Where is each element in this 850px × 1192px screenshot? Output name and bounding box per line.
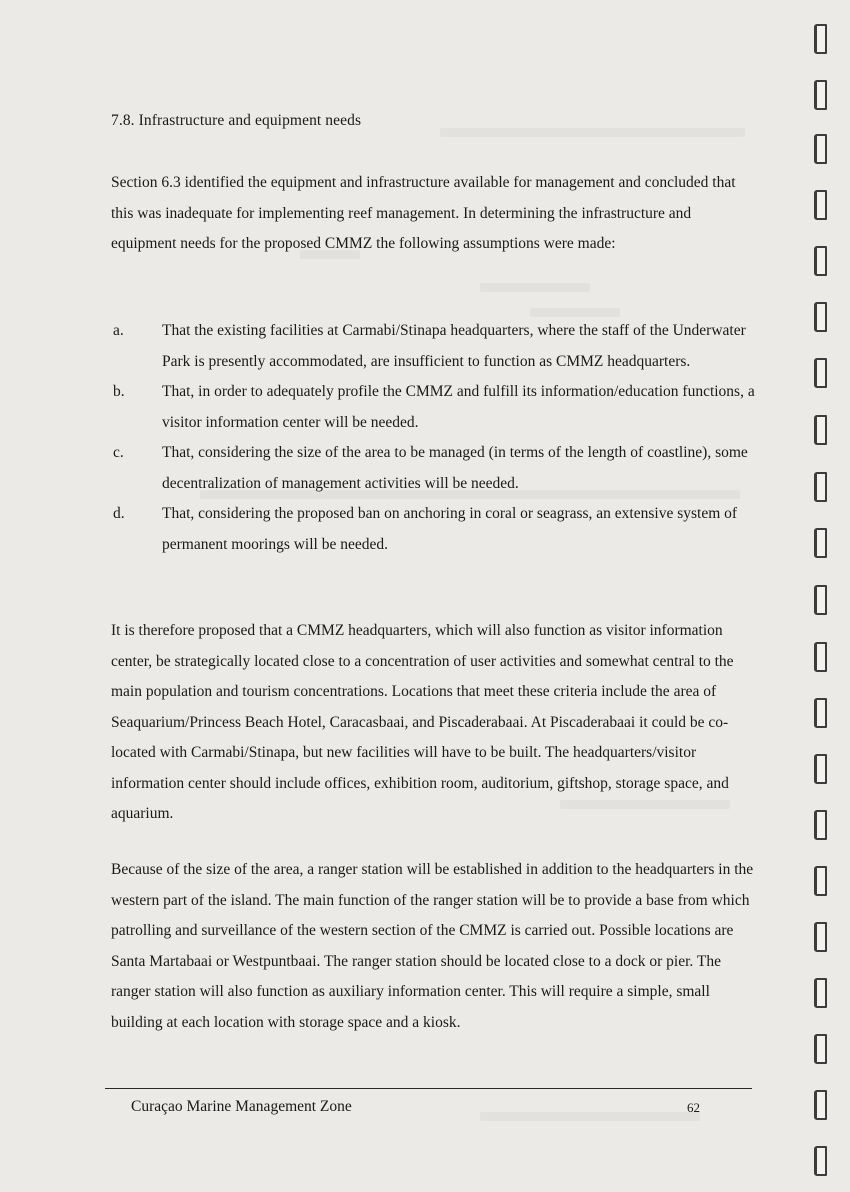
- binding-rings: [800, 0, 850, 1192]
- binding-ring: [814, 358, 827, 388]
- intro-paragraph: Section 6.3 identified the equipment and infrastructure available for management and concluded that this was inadequate for implementing reef management. In determining the infrastructure and equipment needs for the proposed CMMZ the following assumptions were made:: [111, 174, 736, 252]
- binding-ring: [814, 1090, 827, 1120]
- list-item-text: That, considering the proposed ban on anchoring in coral or seagrass, an extensive system of permanent moorings will be needed.: [162, 505, 738, 553]
- binding-ring: [814, 190, 827, 220]
- page-number: 62: [687, 1100, 700, 1115]
- list-item: [111, 438, 756, 499]
- footer-divider: [105, 1088, 752, 1089]
- binding-ring: [814, 642, 827, 672]
- binding-ring: [814, 472, 827, 502]
- headquarters-paragraph: It is therefore proposed that a CMMZ headquarters, which will also function as visitor information center, be strategically located close to a concentration of user activities and somewhat central to the main population and tourism concentrations. Locations that meet these criteria include the area of Seaquarium/Princess Beach Hotel, Caracasbaai, and Piscaderabaai. At Piscaderabaai it could be co-located with Carmabi/Stinapa, but new facilities will have to be built. The headquarters/visitor information center should include offices, exhibition room, auditorium, giftshop, storage space, and aquarium.: [111, 622, 734, 822]
- binding-ring: [814, 978, 827, 1008]
- list-item-text: That, in order to adequately profile the CMMZ and fulfill its information/education functions, a visitor information center will be needed.: [162, 383, 755, 431]
- bleed-through: [440, 128, 745, 137]
- binding-ring: [814, 528, 827, 558]
- binding-ring: [814, 24, 827, 54]
- binding-ring: [814, 415, 827, 445]
- binding-ring: [814, 585, 827, 615]
- binding-ring: [814, 698, 827, 728]
- list-marker: a.: [113, 322, 124, 339]
- list-marker: b.: [113, 383, 125, 400]
- binding-ring: [814, 754, 827, 784]
- binding-ring: [814, 302, 827, 332]
- list-item: [111, 499, 756, 560]
- assumptions-list: [111, 316, 756, 560]
- binding-ring: [814, 1034, 827, 1064]
- footer-title: Curaçao Marine Management Zone: [131, 1098, 352, 1115]
- binding-ring: [814, 866, 827, 896]
- binding-ring: [814, 134, 827, 164]
- binding-ring: [814, 246, 827, 276]
- binding-ring: [814, 80, 827, 110]
- bleed-through: [480, 283, 590, 292]
- binding-ring: [814, 922, 827, 952]
- ranger-station-paragraph: Because of the size of the area, a ranger station will be established in addition to the headquarters in the western part of the island. The main function of the ranger station will be to provide a base from which patrolling and surveillance of the western section of the CMMZ is carried out. Possible locations are Santa Martabaai or Westpuntbaai. The ranger station should be located close to a dock or pier. The ranger station will also function as auxiliary information center. This will require a simple, small building at each location with storage space and a kiosk.: [111, 861, 754, 1031]
- list-marker: c.: [113, 444, 124, 461]
- list-item-text: That, considering the size of the area to be managed (in terms of the length of coastline), some decentralization of management activities will be needed.: [162, 444, 748, 492]
- list-marker: d.: [113, 505, 125, 522]
- list-item: [111, 377, 756, 438]
- bleed-through: [480, 1112, 700, 1121]
- section-heading: 7.8. Infrastructure and equipment needs: [111, 112, 362, 129]
- binding-ring: [814, 1146, 827, 1176]
- list-item: [111, 316, 756, 377]
- binding-ring: [814, 810, 827, 840]
- list-item-text: That the existing facilities at Carmabi/Stinapa headquarters, where the staff of the Underwater Park is presently accommodated, are insufficient to function as CMMZ headquarters.: [162, 322, 746, 370]
